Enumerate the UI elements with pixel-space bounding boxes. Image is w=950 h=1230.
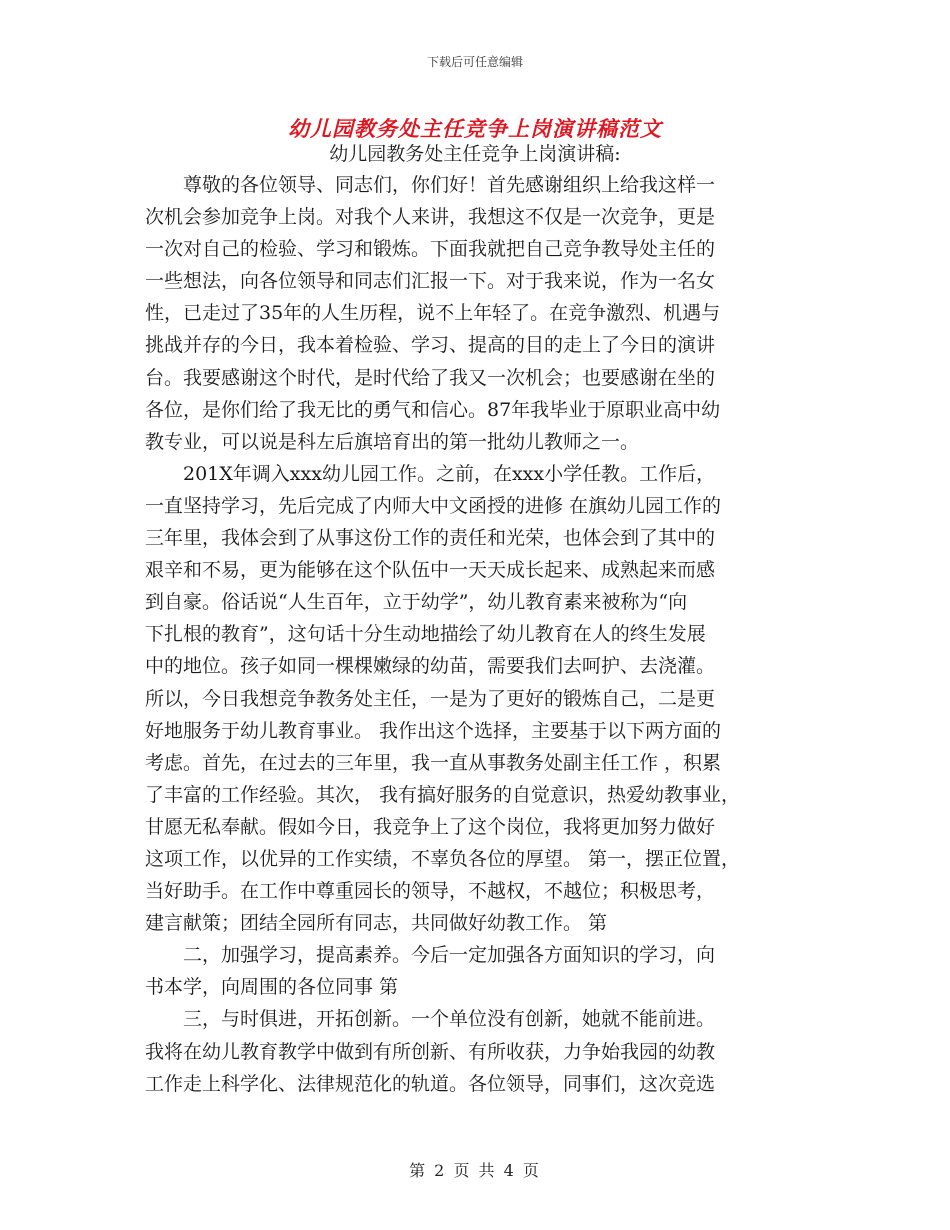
header-note: 下载后可任意编辑 <box>426 55 523 69</box>
text-line: 考虑。首先，在过去的三年里，我一直从事教务处副主任工作 ，积累 <box>145 751 722 774</box>
text-line: 台。我要感谢这个时代，是时代给了我又一次机会；也要感谢在坐的 <box>145 366 716 389</box>
text-line: 中的地位。孩子如同一棵棵嫩绿的幼苗，需要我们去呵护、去浇灌。 <box>145 655 716 678</box>
document-subtitle: 幼儿园教务处主任竞争上岗演讲稿: <box>329 143 621 165</box>
text-line: 当好助手。在工作中尊重园长的领导，不越权，不越位；积极思考， <box>145 880 716 903</box>
text-line: 建言献策；团结全园所有同志，共同做好幼教工作。 第 <box>145 912 608 935</box>
text-line: 这项工作，以优异的工作实绩，不辜负各位的厚望。 第一，摆正位置， <box>145 847 741 870</box>
text-line: 一些想法，向各位领导和同志们汇报一下。对于我来说，作为一名女 <box>145 270 716 293</box>
text-line: 所以，今日我想竞争教务处主任，一是为了更好的锻炼自己，二是更 <box>145 687 716 710</box>
text-line: 三，与时俱进，开拓创新。一个单位没有创新，她就不能前进。 <box>145 1008 716 1031</box>
text-line: 甘愿无私奉献。假如今日，我竞争上了这个岗位，我将更加努力做好 <box>145 815 716 838</box>
text-line: 一直坚持学习，先后完成了内师大中文函授的进修 在旗幼儿园工作的 <box>145 494 722 517</box>
text-line: 各位，是你们给了我无比的勇气和信心。87年我毕业于原职业高中幼 <box>145 398 721 421</box>
text-line: 下扎根的教育”，这句话十分生动地描绘了幼儿教育在人的终生发展 <box>145 623 706 646</box>
text-line: 尊敬的各位领导、同志们，你们好！首先感谢组织上给我这样一 <box>145 174 716 196</box>
document-title: 幼儿园教务处主任竞争上岗演讲稿范文 <box>288 116 662 141</box>
text-line: 了丰富的工作经验。其次， 我有搞好服务的自觉意识，热爱幼教事业， <box>145 783 741 806</box>
text-line: 好地服务于幼儿教育事业。 我作出这个选择，主要基于以下两方面的 <box>145 719 722 742</box>
text-line: 201X年调入xxx幼儿园工作。之前，在xxx小学任教。工作后， <box>145 462 716 485</box>
text-line: 书本学，向周围的各位同事 第 <box>145 976 399 999</box>
text-line: 次机会参加竞争上岗。对我个人来讲，我想这不仅是一次竞争，更是 <box>145 206 716 229</box>
text-line: 挑战并存的今日，我本着检验、学习、提高的目的走上了今日的演讲 <box>145 334 716 357</box>
text-line: 艰辛和不易，更为能够在这个队伍中一天天成长起来、成熟起来而感 <box>145 559 716 582</box>
text-line: 性，已走过了35年的人生历程，说不上年轻了。在竞争激烈、机遇与 <box>145 302 721 325</box>
text-line: 二，加强学习，提高素养。今后一定加强各方面知识的学习，向 <box>145 944 716 967</box>
text-line: 三年里，我体会到了从事这份工作的责任和光荣，也体会到了其中的 <box>145 527 716 550</box>
text-line: 到自豪。俗话说“人生百年，立于幼学”，幼儿教育素来被称为“向 <box>145 591 688 614</box>
text-line: 工作走上科学化、法律规范化的轨道。各位领导，同事们，这次竞选 <box>145 1072 716 1095</box>
text-line: 我将在幼儿教育教学中做到有所创新、有所收获，力争始我园的幼教 <box>145 1040 716 1063</box>
text-line: 教专业，可以说是科左后旗培育出的第一批幼儿教师之一。 <box>145 430 640 453</box>
text-line: 一次对自己的检验、学习和锻炼。下面我就把自己竞争教导处主任的 <box>145 238 716 261</box>
page-footer: 第 2 页 共 4 页 <box>409 1161 541 1180</box>
body-text <box>145 169 805 1100</box>
